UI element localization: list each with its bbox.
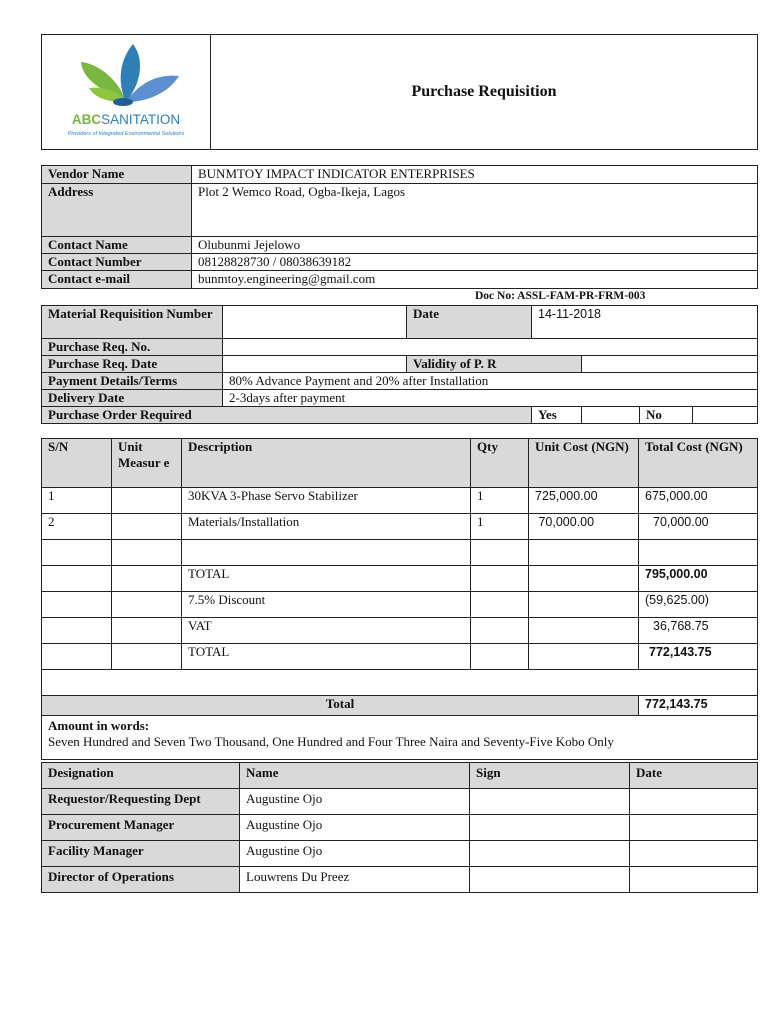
vendor-name: BUNMTOY IMPACT INDICATOR ENTERPRISES <box>192 166 758 184</box>
col-unit: Unit Measur e <box>112 439 182 488</box>
summary-value: (59,625.00) <box>639 592 758 618</box>
approvals-header-row <box>42 763 758 789</box>
header-table <box>41 34 758 150</box>
summary-row <box>42 592 758 618</box>
table-row <box>42 488 758 514</box>
summary-value: 36,768.75 <box>639 618 758 644</box>
approver-name: Louwrens Du Preez <box>240 867 470 893</box>
abc-sanitation-logo <box>61 40 191 140</box>
item-description: Materials/Installation <box>182 514 471 540</box>
summary-label: 7.5% Discount <box>182 592 471 618</box>
designation: Procurement Manager <box>42 815 240 841</box>
no-label: No <box>640 407 693 424</box>
no-checkbox[interactable] <box>693 407 758 424</box>
item-unit-cost: 70,000.00 <box>529 514 639 540</box>
svg-text:ABCSANITATION: ABCSANITATION <box>71 112 181 127</box>
approver-name: Augustine Ojo <box>240 815 470 841</box>
delivery-date: 2-3days after payment <box>223 390 758 407</box>
grand-total-row <box>42 696 758 716</box>
item-unit <box>112 514 182 540</box>
item-sn: 2 <box>42 514 112 540</box>
payment-label: Payment Details/Terms <box>42 373 223 390</box>
col-unit-cost: Unit Cost (NGN) <box>529 439 639 488</box>
grand-total-value: 772,143.75 <box>639 696 758 716</box>
approver-name: Augustine Ojo <box>240 841 470 867</box>
grand-total-label: Total <box>42 696 639 716</box>
contact-name: Olubunmi Jejelowo <box>192 237 758 254</box>
summary-label: VAT <box>182 618 471 644</box>
amount-words: Seven Hundred and Seven Two Thousand, One Hundred and Four Three Naira and Seventy-Five Kobo Only <box>48 734 614 749</box>
page-title: Purchase Requisition <box>211 35 758 150</box>
contact-number: 08128828730 / 08038639182 <box>192 254 758 271</box>
date-field[interactable] <box>630 789 758 815</box>
designation: Facility Manager <box>42 841 240 867</box>
date-field[interactable] <box>630 815 758 841</box>
sign-field[interactable] <box>470 841 630 867</box>
address: Plot 2 Wemco Road, Ogba-Ikeja, Lagos <box>192 184 758 237</box>
sign-field[interactable] <box>470 815 630 841</box>
date-field[interactable] <box>630 841 758 867</box>
col-sn: S/N <box>42 439 112 488</box>
pr-date-label: Purchase Req. Date <box>42 356 223 373</box>
requisition-table <box>41 305 758 424</box>
sign-field[interactable] <box>470 867 630 893</box>
address-label: Address <box>42 184 192 237</box>
col-designation: Designation <box>42 763 240 789</box>
pr-no-field[interactable] <box>223 339 758 356</box>
table-row <box>42 841 758 867</box>
item-sn: 1 <box>42 488 112 514</box>
delivery-label: Delivery Date <box>42 390 223 407</box>
items-header-row <box>42 439 758 488</box>
date-field[interactable]: 14-11-2018 <box>532 306 758 339</box>
items-table <box>41 438 758 760</box>
svg-text:Providers of Integrated Enviro: Providers of Integrated Environmental Solutions <box>67 131 185 137</box>
doc-number: Doc No: ASSL-FAM-PR-FRM-003 <box>475 290 646 302</box>
summary-row <box>42 644 758 670</box>
summary-label: TOTAL <box>182 644 471 670</box>
approvals-table <box>41 762 758 893</box>
col-sign: Sign <box>470 763 630 789</box>
date-field[interactable] <box>630 867 758 893</box>
designation: Requestor/Requesting Dept <box>42 789 240 815</box>
date-label: Date <box>407 306 532 339</box>
sign-field[interactable] <box>470 789 630 815</box>
contact-number-label: Contact Number <box>42 254 192 271</box>
contact-email-label: Contact e-mail <box>42 271 192 289</box>
contact-name-label: Contact Name <box>42 237 192 254</box>
table-row <box>42 867 758 893</box>
summary-row <box>42 566 758 592</box>
yes-checkbox[interactable] <box>582 407 640 424</box>
approver-name: Augustine Ojo <box>240 789 470 815</box>
col-qty: Qty <box>471 439 529 488</box>
pr-no-label: Purchase Req. No. <box>42 339 223 356</box>
pr-date-field[interactable] <box>223 356 407 373</box>
mr-number-field[interactable] <box>223 306 407 339</box>
col-description: Description <box>182 439 471 488</box>
summary-value: 795,000.00 <box>639 566 758 592</box>
item-unit-cost: 725,000.00 <box>529 488 639 514</box>
item-qty: 1 <box>471 488 529 514</box>
table-row <box>42 514 758 540</box>
po-required-label: Purchase Order Required <box>42 407 532 424</box>
validity-field[interactable] <box>582 356 758 373</box>
summary-row <box>42 618 758 644</box>
logo-cell <box>42 35 211 150</box>
item-description: 30KVA 3-Phase Servo Stabilizer <box>182 488 471 514</box>
item-qty: 1 <box>471 514 529 540</box>
col-date: Date <box>630 763 758 789</box>
item-total: 70,000.00 <box>639 514 758 540</box>
vendor-name-label: Vendor Name <box>42 166 192 184</box>
vendor-table <box>41 165 758 289</box>
col-total-cost: Total Cost (NGN) <box>639 439 758 488</box>
spacer-row <box>42 670 758 696</box>
validity-label: Validity of P. R <box>407 356 582 373</box>
mr-number-label: Material Requisition Number <box>42 306 223 339</box>
item-unit <box>112 488 182 514</box>
amount-words-label: Amount in words: <box>48 718 150 733</box>
empty-row <box>42 540 758 566</box>
table-row <box>42 815 758 841</box>
table-row <box>42 789 758 815</box>
designation: Director of Operations <box>42 867 240 893</box>
col-name: Name <box>240 763 470 789</box>
amount-words-row <box>42 716 758 760</box>
item-total: 675,000.00 <box>639 488 758 514</box>
payment-terms: 80% Advance Payment and 20% after Installation <box>223 373 758 390</box>
contact-email: bunmtoy.engineering@gmail.com <box>192 271 758 289</box>
yes-label: Yes <box>532 407 582 424</box>
summary-value: 772,143.75 <box>639 644 758 670</box>
summary-label: TOTAL <box>182 566 471 592</box>
